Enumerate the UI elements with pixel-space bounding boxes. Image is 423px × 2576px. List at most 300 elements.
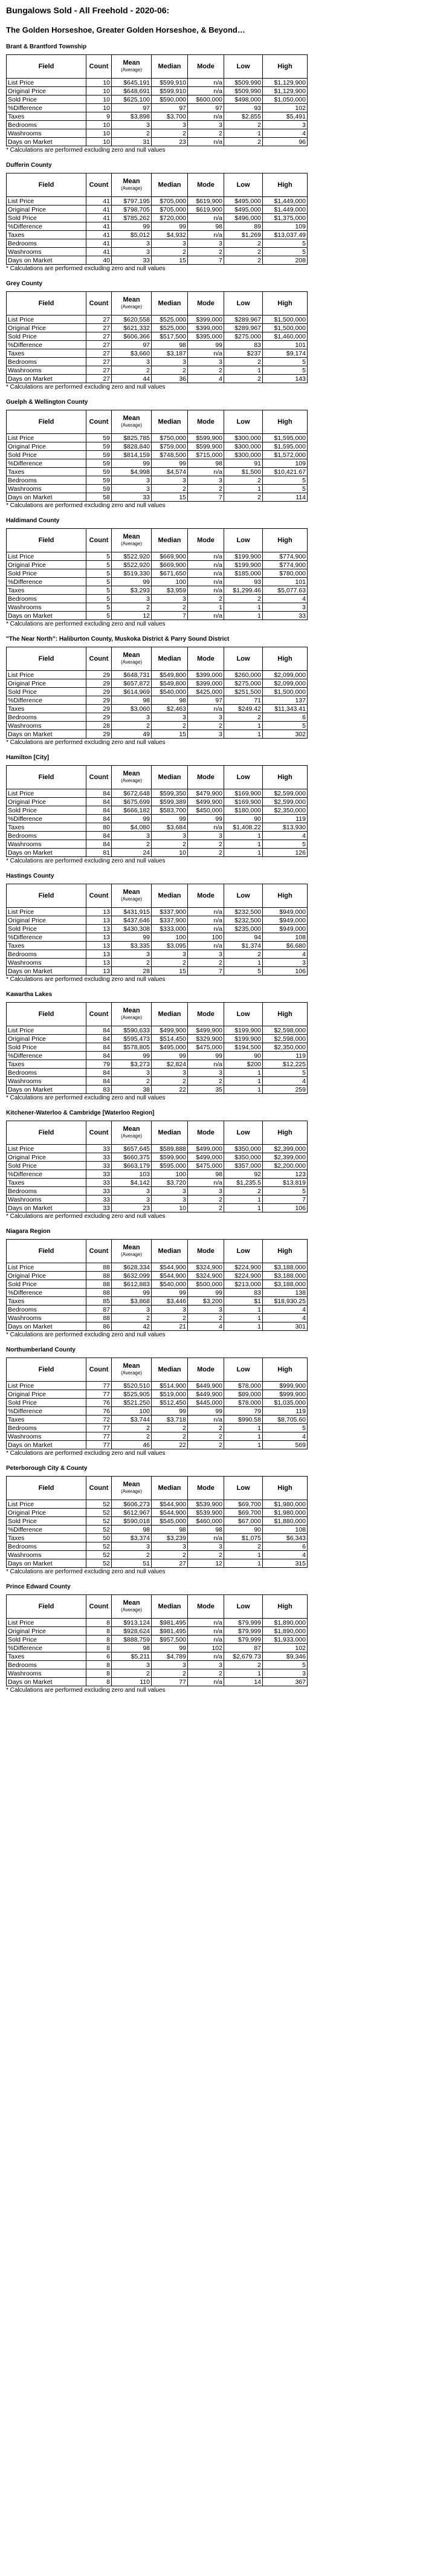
table-cell-count: 29 bbox=[86, 688, 112, 696]
table-cell-count: 8 bbox=[86, 1619, 112, 1627]
column-header-field bbox=[7, 647, 86, 671]
table-row bbox=[7, 1559, 308, 1568]
table-cell-mode: $599,900 bbox=[188, 442, 224, 451]
table-header-row bbox=[7, 1477, 308, 1500]
table-cell-median: 3 bbox=[152, 1196, 188, 1204]
table-cell-low: 90 bbox=[224, 815, 263, 823]
table-cell-low: $235,000 bbox=[224, 925, 263, 933]
table-cell-mode: n/a bbox=[188, 1060, 224, 1069]
table-cell-field: Taxes bbox=[7, 586, 86, 595]
table-cell-count: 33 bbox=[86, 1196, 112, 1204]
table-row bbox=[7, 1187, 308, 1196]
region-section bbox=[6, 1109, 417, 1220]
table-cell-high: $2,598,000 bbox=[263, 1035, 308, 1043]
table-row bbox=[7, 1669, 308, 1678]
table-cell-field: List Price bbox=[7, 1145, 86, 1153]
table-row bbox=[7, 832, 308, 840]
table-row bbox=[7, 1297, 308, 1306]
table-cell-median: $590,000 bbox=[152, 95, 188, 104]
table-row bbox=[7, 1551, 308, 1559]
table-row bbox=[7, 1661, 308, 1669]
table-cell-mean: $3,293 bbox=[112, 586, 152, 595]
table-cell-mean: 3 bbox=[112, 121, 152, 129]
table-cell-mode: $3,200 bbox=[188, 1297, 224, 1306]
table-cell-mean: $888,759 bbox=[112, 1636, 152, 1644]
column-header-mode bbox=[188, 1358, 224, 1382]
table-cell-mean: 97 bbox=[112, 104, 152, 112]
table-cell-high: 119 bbox=[263, 1407, 308, 1416]
table-cell-count: 33 bbox=[86, 1204, 112, 1212]
table-cell-mean: $648,691 bbox=[112, 87, 152, 95]
table-cell-mean: $657,645 bbox=[112, 1145, 152, 1153]
calculation-footnote: * Calculations are performed excluding zero and null values bbox=[6, 502, 166, 509]
table-cell-high: $6,343 bbox=[263, 1534, 308, 1542]
table-cell-field: Washrooms bbox=[7, 1196, 86, 1204]
column-header-sublabel: (Average) bbox=[121, 186, 142, 191]
table-row bbox=[7, 967, 308, 976]
table-cell-low: 2 bbox=[224, 1187, 263, 1196]
column-header-label: Median bbox=[158, 892, 181, 899]
table-cell-mode: $324,900 bbox=[188, 1272, 224, 1280]
table-cell-high: 5 bbox=[263, 1661, 308, 1669]
table-cell-median: 2 bbox=[152, 603, 188, 612]
stats-table bbox=[6, 410, 308, 502]
column-header-median bbox=[152, 1477, 188, 1500]
region-section bbox=[6, 1228, 417, 1339]
table-cell-count: 13 bbox=[86, 925, 112, 933]
table-cell-mode: $399,000 bbox=[188, 316, 224, 324]
table-cell-field: Sold Price bbox=[7, 1280, 86, 1289]
table-cell-mean: 3 bbox=[112, 239, 152, 248]
table-cell-field: Taxes bbox=[7, 1652, 86, 1661]
table-cell-mean: $606,366 bbox=[112, 332, 152, 341]
table-cell-low: 14 bbox=[224, 1678, 263, 1686]
table-cell-mean: 2 bbox=[112, 129, 152, 138]
table-cell-high: $949,000 bbox=[263, 925, 308, 933]
column-header-field bbox=[7, 292, 86, 316]
table-cell-count: 10 bbox=[86, 104, 112, 112]
table-cell-mean: 2 bbox=[112, 840, 152, 849]
table-cell-field: %Difference bbox=[7, 1289, 86, 1297]
table-row bbox=[7, 1644, 308, 1652]
table-cell-count: 88 bbox=[86, 1280, 112, 1289]
table-cell-mode: 3 bbox=[188, 358, 224, 366]
column-header-label: Count bbox=[89, 1129, 109, 1136]
table-cell-field: %Difference bbox=[7, 222, 86, 231]
table-cell-mean: $621,332 bbox=[112, 324, 152, 332]
table-row bbox=[7, 1289, 308, 1297]
table-cell-low: $69,700 bbox=[224, 1500, 263, 1509]
table-cell-mode: 3 bbox=[188, 730, 224, 739]
column-header-median bbox=[152, 1121, 188, 1145]
table-cell-high: 114 bbox=[263, 493, 308, 502]
stats-table bbox=[6, 647, 308, 739]
table-cell-median: 2 bbox=[152, 840, 188, 849]
table-cell-high: $774,900 bbox=[263, 561, 308, 569]
table-cell-mode: n/a bbox=[188, 231, 224, 239]
column-header-label: High bbox=[277, 892, 292, 899]
column-header-label: Field bbox=[38, 655, 54, 662]
table-cell-mean: $675,699 bbox=[112, 798, 152, 806]
table-cell-field: %Difference bbox=[7, 696, 86, 705]
column-header-label: Count bbox=[89, 181, 109, 189]
region-name: Hamilton [City] bbox=[6, 754, 50, 761]
stats-table bbox=[6, 1358, 308, 1449]
table-row bbox=[7, 256, 308, 265]
table-cell-high: 4 bbox=[263, 129, 308, 138]
table-cell-field: %Difference bbox=[7, 1052, 86, 1060]
table-row bbox=[7, 459, 308, 468]
table-cell-field: Washrooms bbox=[7, 1551, 86, 1559]
table-cell-count: 5 bbox=[86, 595, 112, 603]
table-row bbox=[7, 1534, 308, 1542]
table-cell-count: 85 bbox=[86, 1297, 112, 1306]
table-row bbox=[7, 1509, 308, 1517]
table-row bbox=[7, 1390, 308, 1399]
table-cell-mean: 99 bbox=[112, 933, 152, 942]
column-header-mode bbox=[188, 55, 224, 79]
table-cell-count: 29 bbox=[86, 730, 112, 739]
regions-container bbox=[6, 43, 417, 1694]
table-header-row bbox=[7, 1121, 308, 1145]
table-cell-mode: $499,000 bbox=[188, 1153, 224, 1162]
table-cell-mode: 3 bbox=[188, 713, 224, 722]
table-cell-field: Sold Price bbox=[7, 806, 86, 815]
column-header-count bbox=[86, 55, 112, 79]
table-cell-mean: $519,330 bbox=[112, 569, 152, 578]
table-cell-median: $671,650 bbox=[152, 569, 188, 578]
table-cell-count: 84 bbox=[86, 1077, 112, 1086]
table-cell-median: $544,900 bbox=[152, 1272, 188, 1280]
table-cell-mode: $460,000 bbox=[188, 1517, 224, 1526]
table-cell-mean: 100 bbox=[112, 1407, 152, 1416]
table-cell-mean: 31 bbox=[112, 138, 152, 146]
column-header-low bbox=[224, 1121, 263, 1145]
table-row bbox=[7, 1179, 308, 1187]
table-cell-median: 3 bbox=[152, 713, 188, 722]
table-cell-median: 3 bbox=[152, 595, 188, 603]
table-cell-low: $89,000 bbox=[224, 1390, 263, 1399]
table-cell-mode: 99 bbox=[188, 815, 224, 823]
table-cell-median: $2,463 bbox=[152, 705, 188, 713]
table-cell-count: 8 bbox=[86, 1627, 112, 1636]
table-cell-mean: $437,646 bbox=[112, 916, 152, 925]
table-cell-high: 4 bbox=[263, 1077, 308, 1086]
table-row bbox=[7, 1382, 308, 1390]
table-cell-mode: $449,900 bbox=[188, 1382, 224, 1390]
table-cell-mode: n/a bbox=[188, 1534, 224, 1542]
table-cell-mode: n/a bbox=[188, 112, 224, 121]
table-cell-low: 1 bbox=[224, 722, 263, 730]
table-cell-mode: 2 bbox=[188, 366, 224, 375]
table-row bbox=[7, 603, 308, 612]
table-cell-mode: $499,900 bbox=[188, 1026, 224, 1035]
table-cell-low: 71 bbox=[224, 696, 263, 705]
table-cell-median: 99 bbox=[152, 1644, 188, 1652]
table-cell-count: 58 bbox=[86, 493, 112, 502]
table-cell-count: 84 bbox=[86, 1026, 112, 1035]
table-row bbox=[7, 366, 308, 375]
table-row bbox=[7, 1652, 308, 1661]
stats-table bbox=[6, 291, 308, 383]
table-cell-count: 33 bbox=[86, 1162, 112, 1170]
table-cell-high: $1,449,000 bbox=[263, 197, 308, 205]
column-header-label: High bbox=[277, 1366, 292, 1373]
table-cell-median: 15 bbox=[152, 493, 188, 502]
table-cell-field: Original Price bbox=[7, 1390, 86, 1399]
table-cell-mean: 3 bbox=[112, 950, 152, 959]
table-cell-median: $514,450 bbox=[152, 1035, 188, 1043]
table-cell-field: Bedrooms bbox=[7, 1542, 86, 1551]
table-cell-field: Days on Market bbox=[7, 1086, 86, 1094]
table-cell-field: Washrooms bbox=[7, 366, 86, 375]
table-cell-median: $512,450 bbox=[152, 1399, 188, 1407]
table-cell-mean: 99 bbox=[112, 1289, 152, 1297]
column-header-low bbox=[224, 1595, 263, 1619]
table-cell-mean: $595,473 bbox=[112, 1035, 152, 1043]
column-header-label: Count bbox=[89, 1366, 109, 1373]
table-cell-count: 27 bbox=[86, 366, 112, 375]
table-cell-mode: $445,000 bbox=[188, 1399, 224, 1407]
table-cell-low: 1 bbox=[224, 1669, 263, 1678]
table-cell-field: %Difference bbox=[7, 1526, 86, 1534]
table-cell-high: 4 bbox=[263, 1306, 308, 1314]
column-header-label: Field bbox=[38, 892, 54, 899]
table-cell-low: 1 bbox=[224, 959, 263, 967]
table-cell-mode: 98 bbox=[188, 1526, 224, 1534]
table-cell-low: 87 bbox=[224, 1644, 263, 1652]
table-cell-mean: $785,262 bbox=[112, 214, 152, 222]
column-header-label: Median bbox=[158, 181, 181, 189]
column-header-count bbox=[86, 1240, 112, 1263]
table-cell-median: 99 bbox=[152, 222, 188, 231]
table-cell-mode: n/a bbox=[188, 1652, 224, 1661]
column-header-mode bbox=[188, 410, 224, 434]
table-cell-field: %Difference bbox=[7, 104, 86, 112]
table-cell-mean: $3,898 bbox=[112, 112, 152, 121]
table-cell-high: 4 bbox=[263, 595, 308, 603]
table-cell-field: %Difference bbox=[7, 815, 86, 823]
column-header-label: Low bbox=[236, 63, 250, 70]
column-header-label: Mode bbox=[197, 1129, 215, 1136]
table-cell-count: 28 bbox=[86, 722, 112, 730]
table-cell-mode: 99 bbox=[188, 341, 224, 349]
table-cell-field: Original Price bbox=[7, 1509, 86, 1517]
column-header-label: Mode bbox=[197, 1484, 215, 1492]
table-cell-low: $300,000 bbox=[224, 434, 263, 442]
column-header-label: Field bbox=[38, 537, 54, 544]
table-cell-high: $774,900 bbox=[263, 552, 308, 561]
table-row bbox=[7, 840, 308, 849]
table-cell-low: 2 bbox=[224, 595, 263, 603]
region-name: Hastings County bbox=[6, 873, 54, 879]
column-header-mean bbox=[112, 1121, 152, 1145]
table-cell-low: 90 bbox=[224, 1526, 263, 1534]
table-cell-low: 1 bbox=[224, 1314, 263, 1322]
table-cell-high: $1,460,000 bbox=[263, 332, 308, 341]
table-cell-high: $1,449,000 bbox=[263, 205, 308, 214]
table-cell-count: 52 bbox=[86, 1526, 112, 1534]
table-cell-mean: $645,191 bbox=[112, 79, 152, 87]
table-cell-low: $300,000 bbox=[224, 451, 263, 459]
table-cell-median: 3 bbox=[152, 832, 188, 840]
column-header-sublabel: (Average) bbox=[121, 659, 142, 665]
column-header-label: Median bbox=[158, 300, 181, 307]
table-cell-field: Bedrooms bbox=[7, 1306, 86, 1314]
table-cell-high: $1,880,000 bbox=[263, 1517, 308, 1526]
table-cell-high: 126 bbox=[263, 849, 308, 857]
table-cell-count: 29 bbox=[86, 713, 112, 722]
table-cell-mean: 99 bbox=[112, 222, 152, 231]
column-header-field bbox=[7, 884, 86, 908]
table-cell-low: 90 bbox=[224, 1052, 263, 1060]
table-cell-mean: $663,179 bbox=[112, 1162, 152, 1170]
table-cell-field: Bedrooms bbox=[7, 1187, 86, 1196]
table-cell-high: $1,595,000 bbox=[263, 442, 308, 451]
table-row bbox=[7, 1306, 308, 1314]
table-cell-high: $1,500,000 bbox=[263, 316, 308, 324]
table-cell-mean: $3,374 bbox=[112, 1534, 152, 1542]
table-cell-low: 94 bbox=[224, 933, 263, 942]
table-cell-count: 84 bbox=[86, 1052, 112, 1060]
table-row bbox=[7, 730, 308, 739]
table-cell-high: 137 bbox=[263, 696, 308, 705]
column-header-mode bbox=[188, 1003, 224, 1026]
table-cell-low: $509,990 bbox=[224, 79, 263, 87]
column-header-label: Count bbox=[89, 1011, 109, 1018]
table-row bbox=[7, 1077, 308, 1086]
table-cell-high: 5 bbox=[263, 722, 308, 730]
region-name: Niagara Region bbox=[6, 1228, 51, 1235]
table-cell-high: 106 bbox=[263, 1204, 308, 1212]
table-cell-field: Sold Price bbox=[7, 1636, 86, 1644]
table-row bbox=[7, 434, 308, 442]
table-cell-low: 2 bbox=[224, 1542, 263, 1551]
column-header-label: Mean bbox=[123, 533, 140, 540]
table-cell-high: $13,819 bbox=[263, 1179, 308, 1187]
table-cell-high: 5 bbox=[263, 1069, 308, 1077]
table-cell-count: 33 bbox=[86, 1170, 112, 1179]
stats-table bbox=[6, 1002, 308, 1094]
column-header-label: Low bbox=[236, 1366, 250, 1373]
table-cell-count: 77 bbox=[86, 1390, 112, 1399]
table-cell-count: 9 bbox=[86, 112, 112, 121]
table-cell-median: $495,000 bbox=[152, 1043, 188, 1052]
table-cell-median: $3,959 bbox=[152, 586, 188, 595]
table-cell-low: $275,000 bbox=[224, 679, 263, 688]
table-cell-high: $11,343.41 bbox=[263, 705, 308, 713]
column-header-sublabel: (Average) bbox=[121, 304, 142, 309]
table-cell-mean: $814,159 bbox=[112, 451, 152, 459]
table-cell-median: 23 bbox=[152, 138, 188, 146]
table-cell-field: Sold Price bbox=[7, 569, 86, 578]
column-header-label: Mean bbox=[123, 1125, 140, 1133]
column-header-sublabel: (Average) bbox=[121, 1607, 142, 1613]
table-cell-high: 4 bbox=[263, 1432, 308, 1441]
column-header-label: Mean bbox=[123, 1599, 140, 1607]
table-cell-high: 3 bbox=[263, 121, 308, 129]
table-cell-high: 5 bbox=[263, 239, 308, 248]
table-cell-low: 1 bbox=[224, 840, 263, 849]
column-header-label: Median bbox=[158, 63, 181, 70]
table-cell-field: Bedrooms bbox=[7, 121, 86, 129]
table-cell-mean: $913,124 bbox=[112, 1619, 152, 1627]
column-header-low bbox=[224, 1477, 263, 1500]
table-row bbox=[7, 1052, 308, 1060]
table-cell-count: 5 bbox=[86, 569, 112, 578]
table-row bbox=[7, 925, 308, 933]
table-cell-mean: $525,905 bbox=[112, 1390, 152, 1399]
column-header-low bbox=[224, 410, 263, 434]
table-row bbox=[7, 806, 308, 815]
table-cell-median: 77 bbox=[152, 1678, 188, 1686]
column-header-label: High bbox=[277, 1484, 292, 1492]
table-cell-field: Original Price bbox=[7, 87, 86, 95]
stats-table bbox=[6, 1594, 308, 1686]
region-section bbox=[6, 991, 417, 1102]
table-row bbox=[7, 908, 308, 916]
table-cell-field: Taxes bbox=[7, 468, 86, 476]
table-cell-low: 1 bbox=[224, 730, 263, 739]
column-header-sublabel: (Average) bbox=[121, 1015, 142, 1020]
column-header-label: Count bbox=[89, 300, 109, 307]
table-cell-mean: $3,335 bbox=[112, 942, 152, 950]
table-cell-low: 1 bbox=[224, 129, 263, 138]
region-name: Guelph & Wellington County bbox=[6, 399, 88, 406]
table-row bbox=[7, 493, 308, 502]
table-cell-low: $1 bbox=[224, 1297, 263, 1306]
table-cell-low: 89 bbox=[224, 222, 263, 231]
table-cell-field: %Difference bbox=[7, 578, 86, 586]
table-cell-mean: $431,915 bbox=[112, 908, 152, 916]
table-cell-low: $260,000 bbox=[224, 671, 263, 679]
column-header-label: Count bbox=[89, 537, 109, 544]
region-name: Dufferin County bbox=[6, 162, 52, 169]
column-header-label: Field bbox=[38, 1011, 54, 1018]
table-cell-count: 5 bbox=[86, 612, 112, 620]
table-cell-count: 5 bbox=[86, 561, 112, 569]
column-header-label: Low bbox=[236, 418, 250, 426]
table-cell-mean: $4,080 bbox=[112, 823, 152, 832]
column-header-label: Mode bbox=[197, 774, 215, 781]
table-cell-field: Original Price bbox=[7, 1272, 86, 1280]
table-cell-mean: 12 bbox=[112, 612, 152, 620]
table-cell-mode: 99 bbox=[188, 1052, 224, 1060]
table-cell-low: $249.42 bbox=[224, 705, 263, 713]
column-header-count bbox=[86, 529, 112, 552]
table-cell-median: $540,000 bbox=[152, 688, 188, 696]
table-cell-high: $999,900 bbox=[263, 1390, 308, 1399]
table-cell-high: $2,599,000 bbox=[263, 789, 308, 798]
table-cell-mean: 98 bbox=[112, 1526, 152, 1534]
table-cell-count: 8 bbox=[86, 1644, 112, 1652]
column-header-label: Mode bbox=[197, 63, 215, 70]
region-section bbox=[6, 43, 417, 154]
table-row bbox=[7, 713, 308, 722]
table-cell-mode: 2 bbox=[188, 1669, 224, 1678]
table-cell-mean: $657,872 bbox=[112, 679, 152, 688]
table-cell-median: $599,350 bbox=[152, 789, 188, 798]
table-row bbox=[7, 1196, 308, 1204]
table-cell-field: Bedrooms bbox=[7, 1069, 86, 1077]
table-cell-mode: $324,900 bbox=[188, 1263, 224, 1272]
table-cell-median: 99 bbox=[152, 1289, 188, 1297]
table-cell-high: 4 bbox=[263, 832, 308, 840]
table-row bbox=[7, 442, 308, 451]
stats-table bbox=[6, 765, 308, 857]
table-cell-field: List Price bbox=[7, 789, 86, 798]
column-header-label: Field bbox=[38, 774, 54, 781]
